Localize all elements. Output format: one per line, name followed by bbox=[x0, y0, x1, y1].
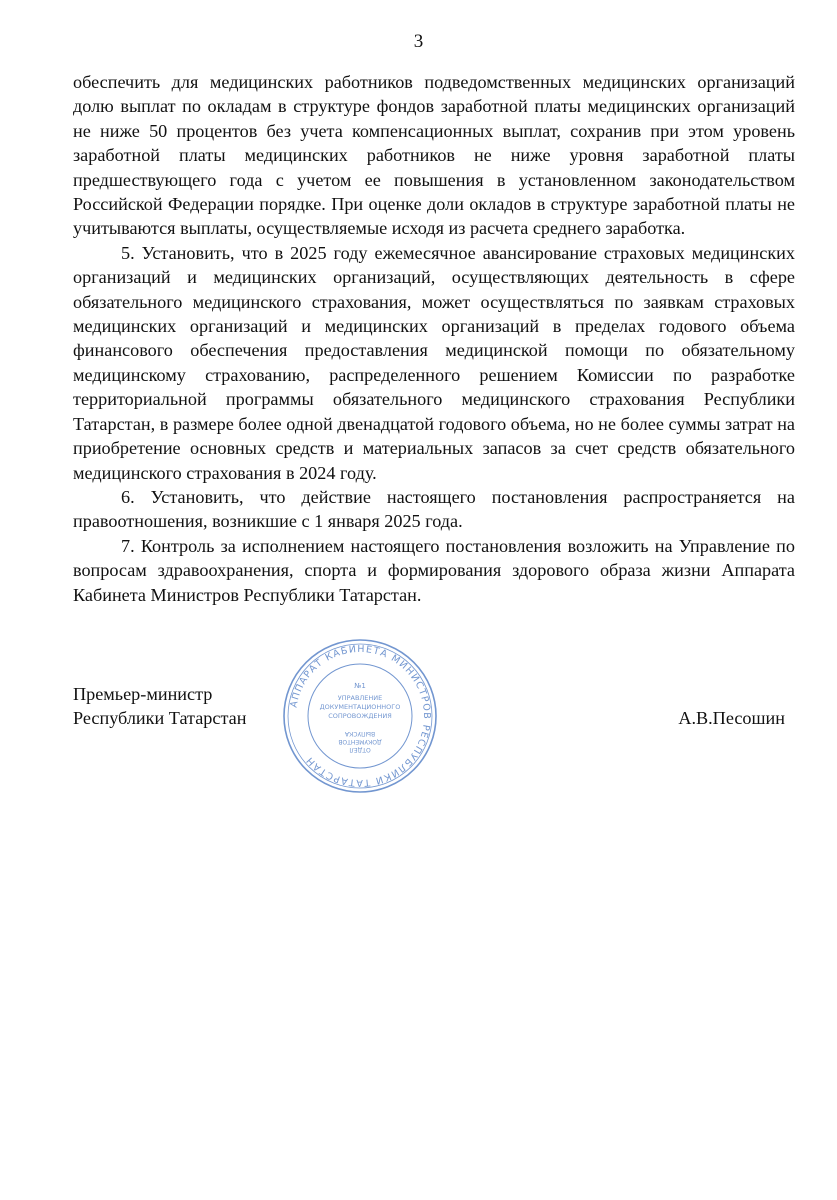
paragraph-item-5: 5. Установить, что в 2025 году ежемесячное авансирование страховых медицинских организаций и медицинских организаций, осуществляющих деятельность в сфере обязательного медицинского страхования, может осуществляться по заявкам страховых медицинских организаций и медицинских организаций в пределах годового объема финансового обеспечения предоставления медицинской помощи по обязательному медицинскому страхованию, распределенного решением Комиссии по разработке территориальной программы обязательного медицинского страхования Республики Татарстан, в размере более одной двенадцатой годового объема, но не более суммы затрат на приобретение основных средств и материальных запасов за счет средств обязательного медицинского страхования в 2024 году. bbox=[73, 242, 795, 483]
paragraph-continuation: обеспечить для медицинских работников подведомственных медицинских организаций долю выплат по окладам в структуре фондов заработной платы медицинских организаций не ниже 50 процентов без учета компенсационных выплат, сохранив при этом уровень заработной платы медицинских работников не ниже уровня заработной платы предшествующего года с учетом ее повышения в установленном законодательством Российской Федерации порядке. При оценке доли окладов в структуре заработной платы не учитываются выплаты, осуществляемые исходя из расчета среднего заработка. bbox=[73, 72, 795, 239]
paragraph-item-6: 6. Установить, что действие настоящего постановления распространяется на правоотношения, возникшие с 1 января 2025 года. bbox=[73, 486, 795, 532]
svg-text:ДОКУМЕНТАЦИОННОГО: ДОКУМЕНТАЦИОННОГО bbox=[319, 703, 401, 711]
document-body bbox=[73, 70, 795, 607]
svg-text:УПРАВЛЕНИЕ: УПРАВЛЕНИЕ bbox=[337, 694, 383, 702]
svg-text:СОПРОВОЖДЕНИЯ: СОПРОВОЖДЕНИЯ bbox=[328, 712, 392, 720]
signatory-name: А.В.Песошин bbox=[678, 708, 785, 728]
svg-text:ВЫПУСКА: ВЫПУСКА bbox=[344, 730, 376, 737]
svg-text:№1: №1 bbox=[354, 682, 366, 690]
signatory-position-line1: Премьер-министр bbox=[73, 684, 213, 704]
paragraph-item-7: 7. Контроль за исполнением настоящего постановления возложить на Управление по вопросам здравоохранения, спорта и формирования здорового образа жизни Аппарата Кабинета Министров Республики Татарстан. bbox=[73, 535, 795, 605]
svg-text:АППАРАТ КАБИНЕТА МИНИСТРОВ РЕС: АППАРАТ КАБИНЕТА МИНИСТРОВ РЕСПУБЛИКИ ТАТАРСТАН bbox=[288, 643, 433, 789]
svg-text:ОТДЕЛ: ОТДЕЛ bbox=[349, 746, 371, 753]
official-seal-stamp bbox=[280, 636, 440, 796]
svg-text:ДОКУМЕНТОВ: ДОКУМЕНТОВ bbox=[338, 738, 382, 745]
signatory-position-line2: Республики Татарстан bbox=[73, 708, 247, 729]
page-number: 3 bbox=[413, 31, 424, 52]
signatory-position bbox=[73, 682, 246, 731]
